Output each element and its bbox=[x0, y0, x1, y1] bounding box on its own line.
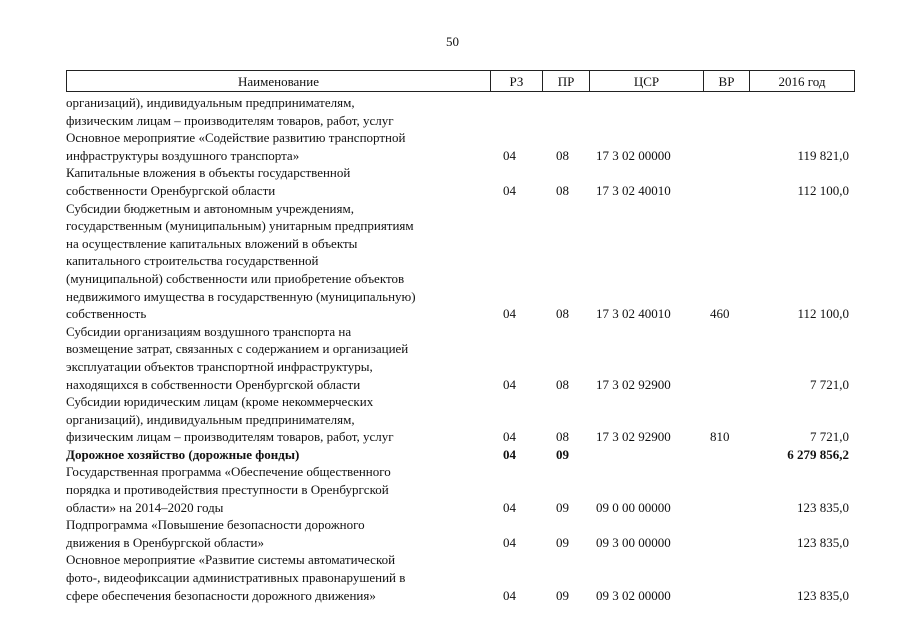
row-rz: 04 bbox=[503, 587, 516, 603]
row-name: Основное мероприятие «Содействие развитию транспортной инфраструктуры воздушного транспорта» bbox=[66, 130, 406, 163]
row-amount: 6 279 856,2 bbox=[787, 446, 849, 462]
row-csr: 17 3 02 40010 bbox=[596, 182, 671, 198]
column-header-year: 2016 год bbox=[778, 74, 826, 89]
row-pr: 08 bbox=[556, 376, 569, 392]
row-pr: 08 bbox=[556, 147, 569, 163]
column-header-csr: ЦСР bbox=[590, 71, 704, 91]
column-header-name: Наименование bbox=[67, 71, 491, 91]
row-amount: 7 721,0 bbox=[810, 376, 849, 392]
row-name: Субсидии организациям воздушного транспорта на возмещение затрат, связанных с содержанием и организацией эксплуатации объектов транспортной инфраструктуры, находящихся в собственности Оренбургской области bbox=[66, 323, 409, 392]
row-amount: 123 835,0 bbox=[797, 534, 849, 550]
row-pr: 09 bbox=[556, 446, 569, 462]
row-pr: 08 bbox=[556, 429, 569, 445]
row-amount: 7 721,0 bbox=[810, 429, 849, 445]
row-rz: 04 bbox=[503, 446, 516, 462]
row-pr: 09 bbox=[556, 587, 569, 603]
row-pr: 09 bbox=[556, 534, 569, 550]
table-row bbox=[66, 323, 855, 393]
row-amount: 119 821,0 bbox=[797, 147, 849, 163]
row-name: Государственная программа «Обеспечение общественного порядка и противодействия преступности в Оренбургской области» на 2014–2020 годы bbox=[66, 464, 391, 515]
row-name: организаций), индивидуальным предпринимателям, физическим лицам – производителям товаров, работ, услуг bbox=[66, 95, 394, 128]
column-header-rz: РЗ bbox=[491, 71, 543, 91]
table-row-section bbox=[66, 446, 855, 464]
row-amount: 112 100,0 bbox=[797, 306, 849, 322]
row-vr: 460 bbox=[710, 306, 730, 322]
table-body bbox=[66, 94, 855, 604]
row-csr: 09 3 00 00000 bbox=[596, 534, 671, 550]
row-name: Капитальные вложения в объекты государственной собственности Оренбургской области bbox=[66, 165, 351, 198]
row-rz: 04 bbox=[503, 182, 516, 198]
row-rz: 04 bbox=[503, 534, 516, 550]
row-csr: 09 0 00 00000 bbox=[596, 499, 671, 515]
row-rz: 04 bbox=[503, 499, 516, 515]
table-row bbox=[66, 200, 855, 323]
page-number: 50 bbox=[446, 34, 459, 49]
row-rz: 04 bbox=[503, 429, 516, 445]
table-row bbox=[66, 393, 855, 446]
row-pr: 08 bbox=[556, 306, 569, 322]
table-row bbox=[66, 164, 855, 199]
row-vr: 810 bbox=[710, 429, 730, 445]
row-csr: 17 3 02 92900 bbox=[596, 429, 671, 445]
row-name: Основное мероприятие «Развитие системы автоматической фото-, видеофиксации административных правонарушений в сфере обеспечения безопасности дорожного движения» bbox=[66, 552, 406, 603]
row-amount: 123 835,0 bbox=[797, 587, 849, 603]
table-row bbox=[66, 94, 855, 129]
row-name: Дорожное хозяйство (дорожные фонды) bbox=[66, 446, 300, 462]
row-pr: 09 bbox=[556, 499, 569, 515]
table-header bbox=[66, 70, 855, 92]
row-pr: 08 bbox=[556, 182, 569, 198]
row-name: Субсидии бюджетным и автономным учреждениям, государственным (муниципальным) унитарным предприятиям на осуществление капитальных вложений в объекты капитального строительства государственной (муниципальной) собственности или приобретение объектов недвижимого имущества в государственную (муниципальную) собственность bbox=[66, 200, 416, 322]
table-row bbox=[66, 463, 855, 516]
column-header-vr: ВР bbox=[704, 71, 750, 91]
row-name: Подпрограмма «Повышение безопасности дорожного движения в Оренбургской области» bbox=[66, 517, 365, 550]
row-rz: 04 bbox=[503, 147, 516, 163]
row-rz: 04 bbox=[503, 376, 516, 392]
row-csr: 17 3 02 92900 bbox=[596, 376, 671, 392]
table-row bbox=[66, 129, 855, 164]
table-row bbox=[66, 516, 855, 551]
row-csr: 17 3 02 40010 bbox=[596, 306, 671, 322]
row-amount: 112 100,0 bbox=[797, 182, 849, 198]
row-name: Субсидии юридическим лицам (кроме некоммерческих организаций), индивидуальным предпринимателям, физическим лицам – производителям товаров, работ, услуг bbox=[66, 394, 394, 445]
row-csr: 09 3 02 00000 bbox=[596, 587, 671, 603]
row-amount: 123 835,0 bbox=[797, 499, 849, 515]
row-rz: 04 bbox=[503, 306, 516, 322]
column-header-pr: ПР bbox=[543, 71, 590, 91]
row-csr: 17 3 02 00000 bbox=[596, 147, 671, 163]
table-row bbox=[66, 551, 855, 604]
